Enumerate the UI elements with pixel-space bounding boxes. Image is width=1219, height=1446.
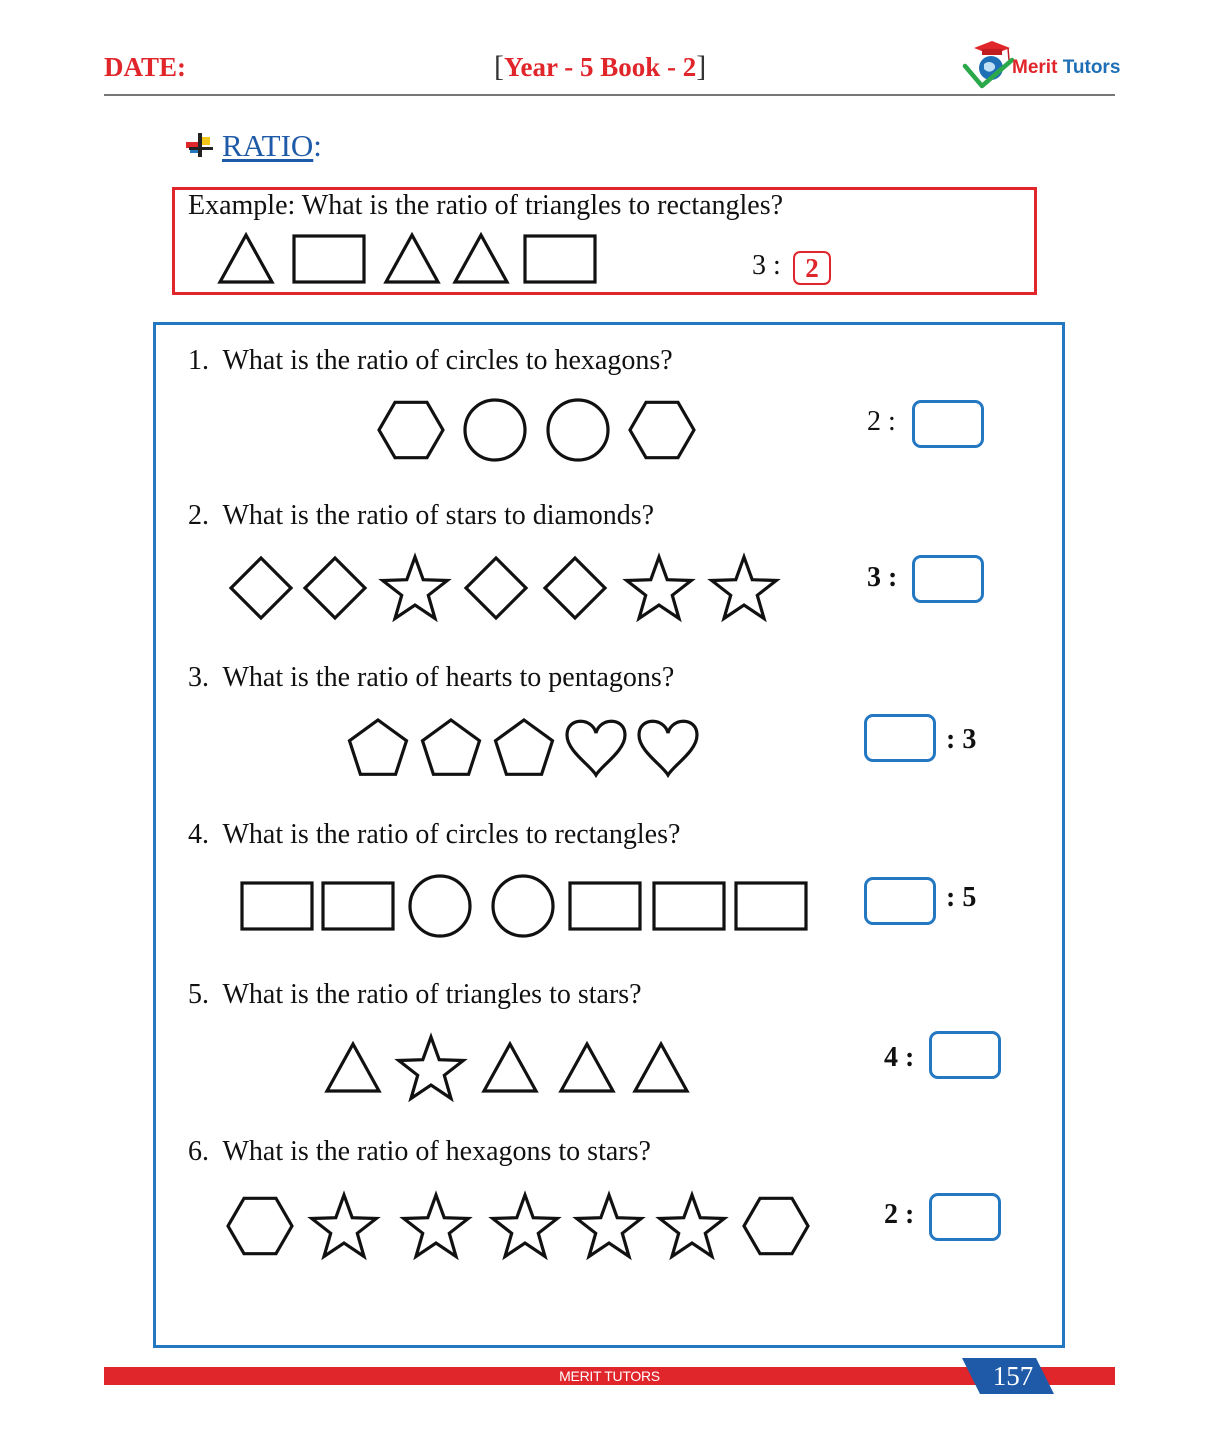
star-shape	[577, 1195, 642, 1257]
pentagon-shape	[423, 720, 480, 774]
date-label: DATE:	[104, 52, 187, 82]
question-text: What is the ratio of stars to diamonds?	[222, 500, 655, 531]
page-number: 157	[992, 1361, 1034, 1391]
star-shape	[660, 1195, 725, 1257]
example-question: Example: What is the ratio of triangles to rectangles?	[188, 190, 784, 221]
question-text: What is the ratio of hearts to pentagons?	[222, 662, 675, 693]
rectangle-shape	[654, 883, 724, 929]
heart-shape	[567, 721, 625, 775]
question-text: What is the ratio of triangles to stars?	[222, 979, 642, 1010]
triangle-shape	[386, 235, 438, 282]
question-number: 2.	[188, 500, 209, 531]
star-shape	[493, 1195, 558, 1257]
triangle-shape	[484, 1044, 536, 1091]
diamond-shape	[466, 558, 526, 618]
logo-word-tutors: Tutors	[1062, 57, 1121, 78]
rectangle-shape	[736, 883, 806, 929]
star-shape	[627, 557, 692, 619]
diamond-shape	[231, 558, 291, 618]
ratio-label-2: 3 :	[867, 562, 898, 593]
triangle-shape	[220, 235, 272, 282]
triangle-shape	[455, 235, 507, 282]
ratio-label-6: 2 :	[884, 1199, 915, 1230]
hexagon-shape	[630, 402, 694, 457]
question-number: 4.	[188, 819, 209, 850]
circle-shape	[548, 400, 608, 460]
bracket-open: [	[494, 50, 504, 83]
ratio-label-4: : 5	[946, 882, 977, 913]
hexagon-shape	[744, 1198, 808, 1253]
hexagon-shape	[228, 1198, 292, 1253]
diamond-shape	[545, 558, 605, 618]
circle-shape	[493, 876, 553, 936]
diamond-shape	[305, 558, 365, 618]
logo-word-merit: Merit	[1012, 57, 1058, 78]
star-shape	[312, 1195, 377, 1257]
rectangle-shape	[242, 883, 312, 929]
hexagon-shape	[379, 402, 443, 457]
rectangle-shape	[294, 236, 364, 282]
rectangle-shape	[525, 236, 595, 282]
triangle-shape	[327, 1044, 379, 1091]
book-label: Year - 5 Book - 2	[504, 52, 697, 82]
heart-shape	[639, 721, 697, 775]
question-number: 3.	[188, 662, 209, 693]
star-shape	[383, 557, 448, 619]
footer-brand: MERIT TUTORS	[559, 1368, 660, 1384]
section-title-text: RATIO	[222, 128, 314, 163]
example-ratio: 3 :	[752, 250, 781, 281]
star-shape	[399, 1037, 464, 1099]
circle-shape	[465, 400, 525, 460]
section-title-colon: :	[313, 128, 322, 163]
star-shape	[404, 1195, 469, 1257]
rectangle-shape	[323, 883, 393, 929]
question-text: What is the ratio of hexagons to stars?	[222, 1136, 651, 1167]
ratio-label-1: 2 :	[867, 406, 896, 437]
ratio-label-3: : 3	[946, 724, 977, 755]
star-shape	[712, 557, 777, 619]
question-number: 1.	[188, 345, 209, 376]
rectangle-shape	[570, 883, 640, 929]
triangle-shape	[635, 1044, 687, 1091]
ratio-label-5: 4 :	[884, 1042, 915, 1073]
question-text: What is the ratio of circles to rectangles?	[222, 819, 681, 850]
circle-shape	[410, 876, 470, 936]
question-number: 5.	[188, 979, 209, 1010]
bracket-close: ]	[696, 50, 707, 83]
pentagon-shape	[496, 720, 553, 774]
example-answer: 2	[793, 251, 831, 285]
question-text: What is the ratio of circles to hexagons?	[222, 345, 673, 376]
triangle-shape	[561, 1044, 613, 1091]
question-number: 6.	[188, 1136, 209, 1167]
pentagon-shape	[350, 720, 407, 774]
